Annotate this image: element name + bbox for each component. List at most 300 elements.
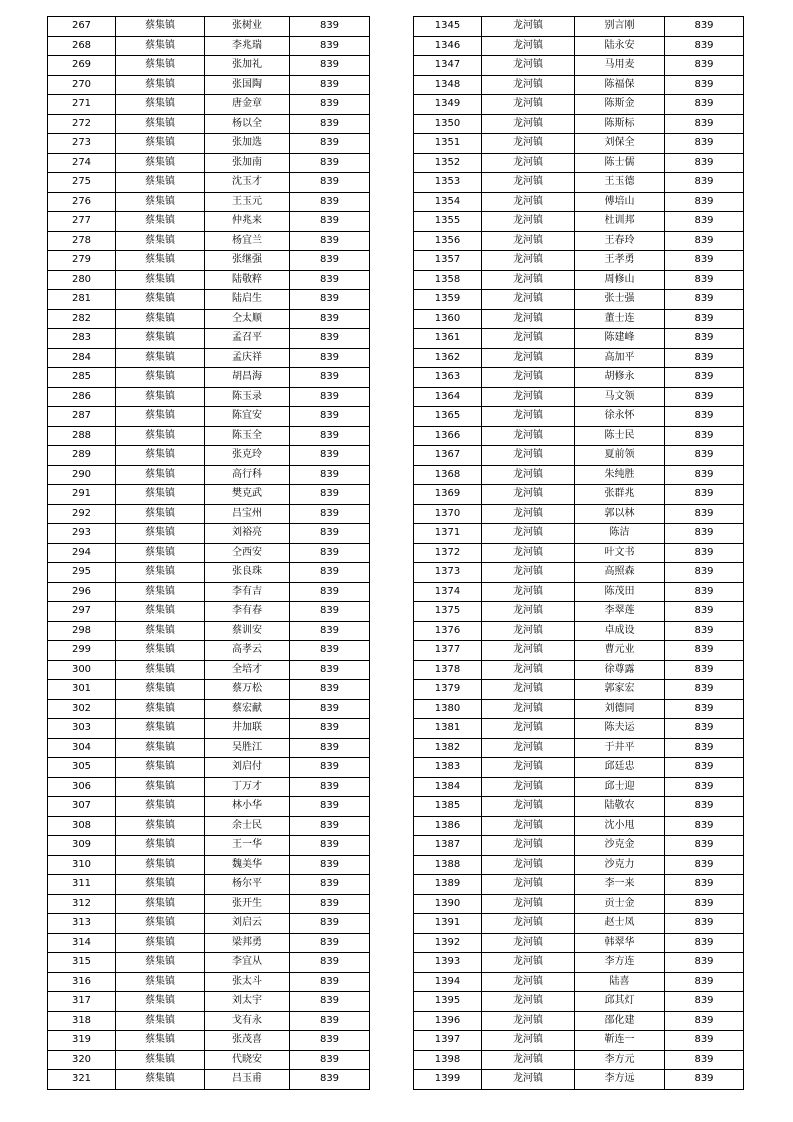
table-row — [48, 368, 370, 388]
town-cell: 蔡集镇 — [116, 465, 205, 485]
table-row — [414, 153, 744, 173]
row-number-cell: 1357 — [414, 251, 482, 271]
name-cell: 张加选 — [205, 134, 290, 154]
town-cell: 龙河镇 — [482, 95, 575, 115]
amount-cell: 839 — [290, 914, 370, 934]
table-row — [414, 894, 744, 914]
town-cell: 蔡集镇 — [116, 56, 205, 76]
row-number-cell: 310 — [48, 855, 116, 875]
name-cell: 赵士凤 — [575, 914, 665, 934]
town-cell: 龙河镇 — [482, 290, 575, 310]
town-cell: 蔡集镇 — [116, 407, 205, 427]
table-row — [48, 699, 370, 719]
table-row — [414, 387, 744, 407]
amount-cell: 839 — [665, 1070, 744, 1090]
name-cell: 刘裕亮 — [205, 524, 290, 544]
name-cell: 余士民 — [205, 816, 290, 836]
table-row — [48, 660, 370, 680]
table-row — [414, 134, 744, 154]
amount-cell: 839 — [290, 446, 370, 466]
town-cell: 蔡集镇 — [116, 426, 205, 446]
table-row — [48, 602, 370, 622]
table-row — [48, 680, 370, 700]
amount-cell: 839 — [665, 504, 744, 524]
name-cell: 张克玲 — [205, 446, 290, 466]
name-cell: 傅培山 — [575, 192, 665, 212]
amount-cell: 839 — [290, 875, 370, 895]
table-row — [414, 231, 744, 251]
name-cell: 沙克力 — [575, 855, 665, 875]
town-cell: 龙河镇 — [482, 894, 575, 914]
table-row — [48, 387, 370, 407]
amount-cell: 839 — [290, 465, 370, 485]
amount-cell: 839 — [665, 446, 744, 466]
table-row — [414, 212, 744, 232]
row-number-cell: 1367 — [414, 446, 482, 466]
row-number-cell: 282 — [48, 309, 116, 329]
row-number-cell: 1381 — [414, 719, 482, 739]
town-cell: 蔡集镇 — [116, 504, 205, 524]
town-cell: 龙河镇 — [482, 1050, 575, 1070]
town-cell: 蔡集镇 — [116, 953, 205, 973]
town-cell: 蔡集镇 — [116, 290, 205, 310]
row-number-cell: 1348 — [414, 75, 482, 95]
table-row — [414, 680, 744, 700]
table-row — [414, 75, 744, 95]
amount-cell: 839 — [290, 212, 370, 232]
amount-cell: 839 — [665, 894, 744, 914]
amount-cell: 839 — [665, 953, 744, 973]
name-cell: 高孝云 — [205, 641, 290, 661]
name-cell: 杨宜兰 — [205, 231, 290, 251]
table-row — [414, 953, 744, 973]
row-number-cell: 274 — [48, 153, 116, 173]
right-roster-body — [414, 17, 744, 1090]
row-number-cell: 1361 — [414, 329, 482, 349]
table-row — [48, 543, 370, 563]
amount-cell: 839 — [290, 777, 370, 797]
row-number-cell: 303 — [48, 719, 116, 739]
row-number-cell: 275 — [48, 173, 116, 193]
name-cell: 高行科 — [205, 465, 290, 485]
amount-cell: 839 — [665, 251, 744, 271]
town-cell: 蔡集镇 — [116, 309, 205, 329]
name-cell: 陈玉全 — [205, 426, 290, 446]
table-row — [414, 290, 744, 310]
town-cell: 龙河镇 — [482, 309, 575, 329]
name-cell: 王玉德 — [575, 173, 665, 193]
row-number-cell: 273 — [48, 134, 116, 154]
town-cell: 龙河镇 — [482, 270, 575, 290]
row-number-cell: 1370 — [414, 504, 482, 524]
town-cell: 龙河镇 — [482, 387, 575, 407]
row-number-cell: 279 — [48, 251, 116, 271]
amount-cell: 839 — [290, 738, 370, 758]
amount-cell: 839 — [290, 56, 370, 76]
table-row — [414, 36, 744, 56]
table-row — [414, 1050, 744, 1070]
amount-cell: 839 — [665, 485, 744, 505]
row-number-cell: 1382 — [414, 738, 482, 758]
row-number-cell: 1354 — [414, 192, 482, 212]
row-number-cell: 1396 — [414, 1011, 482, 1031]
town-cell: 蔡集镇 — [116, 641, 205, 661]
amount-cell: 839 — [290, 816, 370, 836]
name-cell: 靳连一 — [575, 1031, 665, 1051]
row-number-cell: 280 — [48, 270, 116, 290]
name-cell: 蔡宏献 — [205, 699, 290, 719]
table-row — [48, 290, 370, 310]
amount-cell: 839 — [290, 582, 370, 602]
name-cell: 陈茂田 — [575, 582, 665, 602]
name-cell: 叶文书 — [575, 543, 665, 563]
row-number-cell: 1369 — [414, 485, 482, 505]
name-cell: 朱纯胜 — [575, 465, 665, 485]
name-cell: 陈洁 — [575, 524, 665, 544]
table-row — [414, 816, 744, 836]
town-cell: 蔡集镇 — [116, 95, 205, 115]
town-cell: 龙河镇 — [482, 1070, 575, 1090]
row-number-cell: 320 — [48, 1050, 116, 1070]
town-cell: 蔡集镇 — [116, 485, 205, 505]
amount-cell: 839 — [290, 368, 370, 388]
table-row — [48, 212, 370, 232]
town-cell: 蔡集镇 — [116, 36, 205, 56]
name-cell: 王一华 — [205, 836, 290, 856]
town-cell: 龙河镇 — [482, 56, 575, 76]
table-row — [48, 1070, 370, 1090]
name-cell: 陈士民 — [575, 426, 665, 446]
amount-cell: 839 — [665, 56, 744, 76]
row-number-cell: 1393 — [414, 953, 482, 973]
town-cell: 蔡集镇 — [116, 192, 205, 212]
town-cell: 龙河镇 — [482, 153, 575, 173]
name-cell: 全培才 — [205, 660, 290, 680]
name-cell: 张加礼 — [205, 56, 290, 76]
amount-cell: 839 — [665, 875, 744, 895]
row-number-cell: 1363 — [414, 368, 482, 388]
amount-cell: 839 — [290, 543, 370, 563]
name-cell: 丁万才 — [205, 777, 290, 797]
row-number-cell: 1351 — [414, 134, 482, 154]
town-cell: 龙河镇 — [482, 36, 575, 56]
table-row — [414, 1011, 744, 1031]
name-cell: 唐金章 — [205, 95, 290, 115]
table-row — [48, 407, 370, 427]
amount-cell: 839 — [290, 251, 370, 271]
town-cell: 龙河镇 — [482, 212, 575, 232]
town-cell: 蔡集镇 — [116, 816, 205, 836]
amount-cell: 839 — [665, 95, 744, 115]
row-number-cell: 1387 — [414, 836, 482, 856]
name-cell: 胡修永 — [575, 368, 665, 388]
row-number-cell: 1352 — [414, 153, 482, 173]
table-row — [48, 894, 370, 914]
amount-cell: 839 — [290, 1050, 370, 1070]
town-cell: 蔡集镇 — [116, 153, 205, 173]
name-cell: 张树业 — [205, 17, 290, 37]
row-number-cell: 286 — [48, 387, 116, 407]
amount-cell: 839 — [665, 738, 744, 758]
table-row — [414, 309, 744, 329]
table-row — [48, 309, 370, 329]
town-cell: 龙河镇 — [482, 1031, 575, 1051]
table-row — [48, 914, 370, 934]
row-number-cell: 1345 — [414, 17, 482, 37]
table-row — [48, 621, 370, 641]
town-cell: 蔡集镇 — [116, 563, 205, 583]
town-cell: 龙河镇 — [482, 816, 575, 836]
amount-cell: 839 — [665, 1050, 744, 1070]
town-cell: 蔡集镇 — [116, 75, 205, 95]
town-cell: 龙河镇 — [482, 758, 575, 778]
table-row — [414, 368, 744, 388]
amount-cell: 839 — [290, 563, 370, 583]
name-cell: 沙克金 — [575, 836, 665, 856]
amount-cell: 839 — [665, 660, 744, 680]
name-cell: 徐永怀 — [575, 407, 665, 427]
name-cell: 魏美华 — [205, 855, 290, 875]
table-row — [414, 660, 744, 680]
table-row — [48, 563, 370, 583]
row-number-cell: 284 — [48, 348, 116, 368]
town-cell: 蔡集镇 — [116, 680, 205, 700]
amount-cell: 839 — [665, 641, 744, 661]
row-number-cell: 1349 — [414, 95, 482, 115]
table-row — [48, 36, 370, 56]
town-cell: 蔡集镇 — [116, 329, 205, 349]
town-cell: 蔡集镇 — [116, 914, 205, 934]
name-cell: 邱廷忠 — [575, 758, 665, 778]
town-cell: 蔡集镇 — [116, 582, 205, 602]
row-number-cell: 1376 — [414, 621, 482, 641]
row-number-cell: 1356 — [414, 231, 482, 251]
town-cell: 龙河镇 — [482, 75, 575, 95]
row-number-cell: 1388 — [414, 855, 482, 875]
name-cell: 李有吉 — [205, 582, 290, 602]
table-row — [48, 329, 370, 349]
row-number-cell: 1347 — [414, 56, 482, 76]
table-row — [414, 329, 744, 349]
amount-cell: 839 — [290, 75, 370, 95]
name-cell: 张良珠 — [205, 563, 290, 583]
name-cell: 仝太顺 — [205, 309, 290, 329]
row-number-cell: 298 — [48, 621, 116, 641]
town-cell: 蔡集镇 — [116, 719, 205, 739]
amount-cell: 839 — [665, 309, 744, 329]
table-row — [48, 855, 370, 875]
name-cell: 戈有永 — [205, 1011, 290, 1031]
town-cell: 龙河镇 — [482, 329, 575, 349]
row-number-cell: 1373 — [414, 563, 482, 583]
amount-cell: 839 — [290, 407, 370, 427]
table-row — [414, 504, 744, 524]
name-cell: 张群兆 — [575, 485, 665, 505]
amount-cell: 839 — [665, 972, 744, 992]
row-number-cell: 1378 — [414, 660, 482, 680]
name-cell: 代晓安 — [205, 1050, 290, 1070]
name-cell: 周修山 — [575, 270, 665, 290]
row-number-cell: 285 — [48, 368, 116, 388]
name-cell: 张国陶 — [205, 75, 290, 95]
name-cell: 郭家宏 — [575, 680, 665, 700]
town-cell: 蔡集镇 — [116, 348, 205, 368]
town-cell: 龙河镇 — [482, 777, 575, 797]
table-row — [48, 348, 370, 368]
table-row — [414, 836, 744, 856]
name-cell: 郭以林 — [575, 504, 665, 524]
table-row — [48, 17, 370, 37]
table-row — [414, 95, 744, 115]
amount-cell: 839 — [290, 290, 370, 310]
town-cell: 蔡集镇 — [116, 17, 205, 37]
amount-cell: 839 — [290, 36, 370, 56]
table-row — [414, 797, 744, 817]
amount-cell: 839 — [665, 699, 744, 719]
left-roster-table — [47, 16, 370, 1090]
town-cell: 蔡集镇 — [116, 1050, 205, 1070]
name-cell: 夏前领 — [575, 446, 665, 466]
row-number-cell: 1392 — [414, 933, 482, 953]
amount-cell: 839 — [290, 758, 370, 778]
row-number-cell: 306 — [48, 777, 116, 797]
table-row — [414, 621, 744, 641]
table-row — [414, 582, 744, 602]
row-number-cell: 296 — [48, 582, 116, 602]
amount-cell: 839 — [665, 1011, 744, 1031]
row-number-cell: 278 — [48, 231, 116, 251]
amount-cell: 839 — [290, 992, 370, 1012]
name-cell: 刘启付 — [205, 758, 290, 778]
row-number-cell: 1391 — [414, 914, 482, 934]
row-number-cell: 1384 — [414, 777, 482, 797]
town-cell: 龙河镇 — [482, 563, 575, 583]
row-number-cell: 288 — [48, 426, 116, 446]
row-number-cell: 270 — [48, 75, 116, 95]
town-cell: 龙河镇 — [482, 699, 575, 719]
row-number-cell: 1365 — [414, 407, 482, 427]
row-number-cell: 1389 — [414, 875, 482, 895]
row-number-cell: 1360 — [414, 309, 482, 329]
name-cell: 沈小甩 — [575, 816, 665, 836]
amount-cell: 839 — [290, 719, 370, 739]
amount-cell: 839 — [665, 329, 744, 349]
table-row — [48, 1050, 370, 1070]
row-number-cell: 291 — [48, 485, 116, 505]
town-cell: 蔡集镇 — [116, 699, 205, 719]
amount-cell: 839 — [665, 407, 744, 427]
town-cell: 蔡集镇 — [116, 270, 205, 290]
amount-cell: 839 — [665, 270, 744, 290]
row-number-cell: 1346 — [414, 36, 482, 56]
table-row — [414, 426, 744, 446]
row-number-cell: 1350 — [414, 114, 482, 134]
name-cell: 董士连 — [575, 309, 665, 329]
row-number-cell: 1394 — [414, 972, 482, 992]
amount-cell: 839 — [290, 680, 370, 700]
table-row — [414, 992, 744, 1012]
row-number-cell: 314 — [48, 933, 116, 953]
name-cell: 于井平 — [575, 738, 665, 758]
table-row — [414, 173, 744, 193]
table-row — [48, 777, 370, 797]
amount-cell: 839 — [665, 524, 744, 544]
name-cell: 陆启生 — [205, 290, 290, 310]
row-number-cell: 1372 — [414, 543, 482, 563]
town-cell: 蔡集镇 — [116, 173, 205, 193]
name-cell: 王春玲 — [575, 231, 665, 251]
table-row — [48, 836, 370, 856]
name-cell: 李方远 — [575, 1070, 665, 1090]
amount-cell: 839 — [665, 173, 744, 193]
town-cell: 龙河镇 — [482, 836, 575, 856]
town-cell: 蔡集镇 — [116, 875, 205, 895]
row-number-cell: 300 — [48, 660, 116, 680]
table-row — [48, 114, 370, 134]
name-cell: 陆敬农 — [575, 797, 665, 817]
table-row — [414, 407, 744, 427]
table-row — [48, 56, 370, 76]
name-cell: 蔡训安 — [205, 621, 290, 641]
row-number-cell: 1380 — [414, 699, 482, 719]
name-cell: 张茂喜 — [205, 1031, 290, 1051]
table-row — [48, 933, 370, 953]
row-number-cell: 272 — [48, 114, 116, 134]
row-number-cell: 1375 — [414, 602, 482, 622]
name-cell: 李方连 — [575, 953, 665, 973]
amount-cell: 839 — [665, 114, 744, 134]
town-cell: 蔡集镇 — [116, 446, 205, 466]
row-number-cell: 305 — [48, 758, 116, 778]
town-cell: 龙河镇 — [482, 660, 575, 680]
table-row — [414, 114, 744, 134]
name-cell: 孟召平 — [205, 329, 290, 349]
table-row — [48, 738, 370, 758]
name-cell: 高加平 — [575, 348, 665, 368]
row-number-cell: 318 — [48, 1011, 116, 1031]
amount-cell: 839 — [665, 75, 744, 95]
name-cell: 李方元 — [575, 1050, 665, 1070]
amount-cell: 839 — [665, 563, 744, 583]
row-number-cell: 1390 — [414, 894, 482, 914]
row-number-cell: 1397 — [414, 1031, 482, 1051]
town-cell: 蔡集镇 — [116, 543, 205, 563]
amount-cell: 839 — [290, 641, 370, 661]
name-cell: 王孝勇 — [575, 251, 665, 271]
town-cell: 龙河镇 — [482, 602, 575, 622]
name-cell: 樊克武 — [205, 485, 290, 505]
amount-cell: 839 — [665, 231, 744, 251]
name-cell: 杜训邦 — [575, 212, 665, 232]
table-row — [414, 270, 744, 290]
town-cell: 龙河镇 — [482, 368, 575, 388]
name-cell: 林小华 — [205, 797, 290, 817]
table-row — [414, 758, 744, 778]
table-row — [48, 192, 370, 212]
table-row — [414, 524, 744, 544]
town-cell: 龙河镇 — [482, 621, 575, 641]
table-row — [48, 426, 370, 446]
name-cell: 陈士儒 — [575, 153, 665, 173]
town-cell: 龙河镇 — [482, 855, 575, 875]
town-cell: 蔡集镇 — [116, 758, 205, 778]
amount-cell: 839 — [290, 602, 370, 622]
table-row — [48, 953, 370, 973]
row-number-cell: 316 — [48, 972, 116, 992]
amount-cell: 839 — [290, 270, 370, 290]
table-row — [414, 485, 744, 505]
name-cell: 别言刚 — [575, 17, 665, 37]
